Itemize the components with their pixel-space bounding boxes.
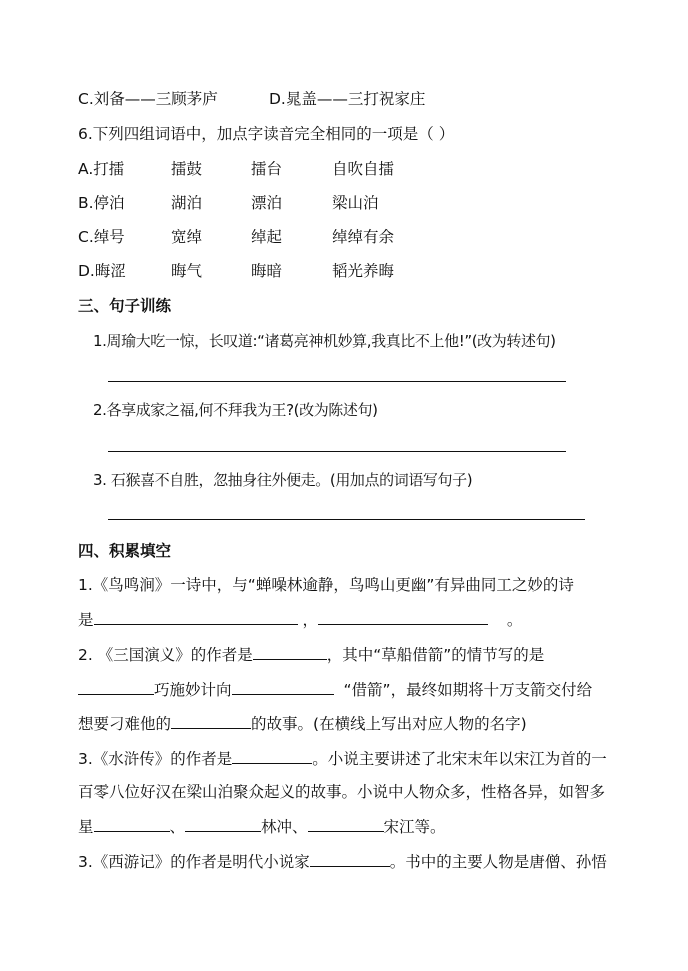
option-d-word-3: 晦暗 [251, 262, 283, 280]
option-b-word-3: 漂泊 [251, 194, 283, 212]
option-c-word-2: 宽绰 [171, 228, 203, 246]
fill-q2-line2: 巧施妙计向 “借箭”，最终如期将十万支箭交付给 [78, 679, 592, 700]
sentence-item-3: 3. 石猴喜不自胜，忽抽身往外便走。(用加点的词语写句子) [93, 471, 473, 489]
blank-q2-person-3[interactable] [171, 713, 251, 729]
blank-q4-author[interactable] [310, 851, 390, 867]
option-a-word-2: 擂鼓 [171, 160, 203, 178]
option-c: C.刘备——三顾茅庐 [78, 90, 218, 108]
answer-line-2[interactable] [108, 451, 566, 452]
fill-q3-line3: 星 、 林冲、 宋江等。 [78, 818, 446, 836]
blank-q3-author[interactable] [232, 748, 312, 764]
blank-q1-b[interactable] [318, 609, 488, 625]
option-d-word-4: 韬光养晦 [332, 262, 395, 280]
fill-q2-line1: 2. 《三国演义》的作者是 ，其中“草船借箭”的情节写的是 [78, 646, 545, 664]
question-6-stem: 6.下列四组词语中，加点字读音完全相同的一项是（ ） [78, 125, 455, 143]
option-d-label: D.晦涩 [78, 262, 126, 280]
fill-q3-line2: 百零八位好汉在梁山泊聚众起义的故事。小说中人物众多，性格各异，如智多 [78, 783, 606, 801]
blank-q2-person-1[interactable] [78, 679, 154, 695]
option-a-word-3: 擂台 [251, 160, 283, 178]
option-b-label: B.停泊 [78, 194, 125, 212]
option-c-label: C.绰号 [78, 228, 125, 246]
blank-q2-author[interactable] [253, 644, 327, 660]
fill-q1-line1: 1.《鸟鸣涧》一诗中，与“蝉噪林逾静，鸟鸣山更幽”有异曲同工之妙的诗 [78, 576, 574, 594]
sentence-item-1: 1.周瑜大吃一惊，长叹道:“诸葛亮神机妙算,我真比不上他!”(改为转述句) [93, 332, 556, 350]
blank-q3-c[interactable] [308, 816, 384, 832]
section-4-title: 四、积累填空 [78, 542, 172, 560]
option-b-word-2: 湖泊 [171, 194, 203, 212]
fill-q4-line1: 3.《西游记》的作者是明代小说家 。书中的主要人物是唐僧、孙悟 [78, 853, 607, 871]
option-a-word-4: 自吹自擂 [332, 160, 395, 178]
option-c-word-3: 绰起 [251, 228, 283, 246]
fill-q2-line3: 想要刁难他的 的故事。(在横线上写出对应人物的名字) [78, 715, 527, 733]
option-a-label: A.打擂 [78, 160, 125, 178]
blank-q1-a[interactable] [94, 609, 298, 625]
option-d-word-2: 晦气 [171, 262, 203, 280]
sentence-item-2: 2.各享成家之福,何不拜我为王?(改为陈述句) [93, 401, 378, 419]
blank-q3-b[interactable] [185, 816, 261, 832]
option-b-word-4: 梁山泊 [332, 194, 379, 212]
answer-line-3[interactable] [108, 519, 585, 520]
blank-q3-a[interactable] [94, 816, 170, 832]
answer-line-1[interactable] [108, 381, 566, 382]
blank-q2-person-2[interactable] [232, 679, 334, 695]
section-3-title: 三、句子训练 [78, 297, 172, 315]
fill-q3-line1: 3.《水浒传》的作者是 。小说主要讲述了北宋末年以宋江为首的一 [78, 750, 607, 768]
fill-q1-line2: 是 ， 。 [78, 611, 523, 629]
option-d: D.晁盖——三打祝家庄 [269, 90, 426, 108]
option-c-word-4: 绰绰有余 [332, 228, 395, 246]
